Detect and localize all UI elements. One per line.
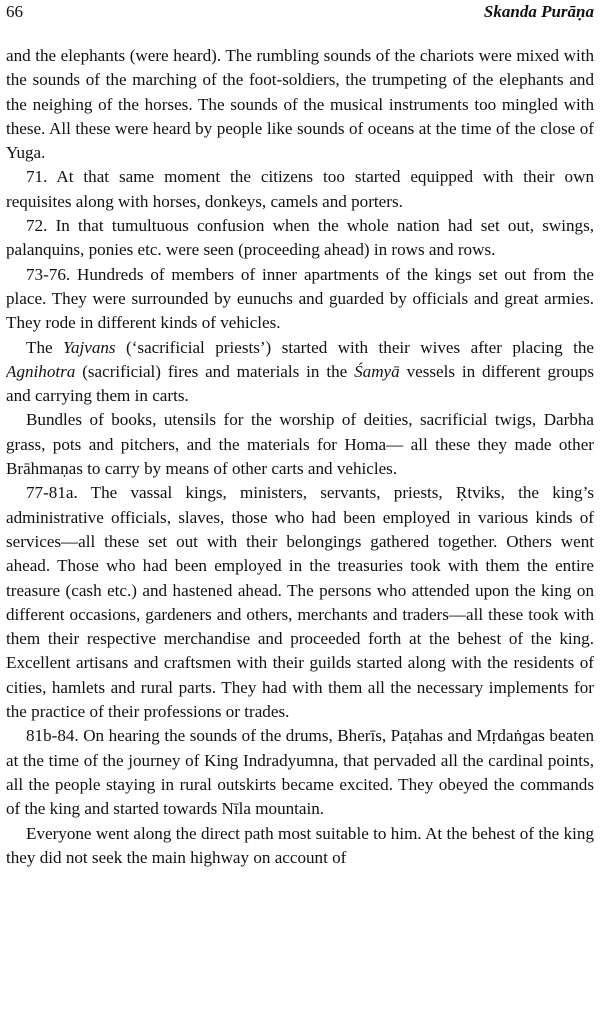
book-page: [6, 0, 594, 1011]
text-segment: The: [26, 337, 64, 357]
text-segment: 77-81a. The vassal kings, ministers, servants, priests, Ṛtviks, the king’s administrative officials, slaves, those who had been employed in various kinds of services—all these set out with their belongings gathered together. Others went ahead. Those who had been employed in the treasuries took with them the entire treasure (cash etc.) and hastened ahead. The persons who attended upon the king on different occasions, gardeners and others, merchants and traders—all these took with them their respective merchandise and proceeded forth at the behest of the king. Excellent artisans and craftsmen with their guilds started along with the residents of cities, hamlets and rural parts. They had with them all the necessary implements for the practice of their professions or trades.: [6, 483, 594, 722]
paragraph: [6, 336, 594, 409]
text-segment: (sacrificial) fires and materials in the: [75, 361, 355, 381]
page-number: 66: [6, 2, 23, 21]
text-segment: vessels in different groups and carrying them in carts.: [6, 361, 594, 406]
running-title: Skanda Purāṇa: [483, 2, 594, 21]
paragraph: [6, 44, 594, 165]
page-header: [6, 0, 594, 42]
paragraph: [6, 481, 594, 724]
italic-term: Śamyā: [354, 361, 400, 381]
paragraph: [6, 408, 594, 481]
text-segment: Everyone went along the direct path most suitable to him. At the behest of the king they did not seek the main highway on account of: [6, 823, 594, 867]
text-segment: 81b-84. On hearing the sounds of the drums, Bherīs, Paṭahas and Mṛdaṅgas beaten at the time of the journey of King Indradyumna, that pervaded all the cardinal points, all the people staying in rural outskirts became excited. They obeyed the commands of the king and started towards Nīla mountain.: [6, 726, 594, 819]
paragraph: [6, 822, 594, 871]
text-segment: Bundles of books, utensils for the worship of deities, sacrificial twigs, Darbha grass, pots and pitchers, and the materials for Homa— all these they made other Brāhmaṇas to carry by means of other carts and vehicles.: [6, 410, 594, 479]
paragraph: [6, 724, 594, 821]
text-segment: (‘sacrificial priests’) started with their wives after placing the: [115, 337, 594, 357]
paragraph: [6, 165, 594, 214]
text-segment: 72. In that tumultuous confusion when the whole nation had set out, swings, palanquins, ponies etc. were seen (proceeding ahead) in rows and rows.: [6, 216, 594, 260]
italic-term: Agnihotra: [6, 361, 76, 381]
body-text: [6, 44, 594, 870]
text-segment: 71. At that same moment the citizens too started equipped with their own requisites along with horses, donkeys, camels and porters.: [6, 167, 594, 211]
paragraph: [6, 263, 594, 336]
text-segment: and the elephants (were heard). The rumbling sounds of the chariots were mixed with the sounds of the marching of the foot-soldiers, the trumpeting of the elephants and the neighing of the horses. The sounds of the musical instruments too mingled with these. All these were heard by people like sounds of oceans at the time of the close of Yuga.: [6, 46, 594, 163]
paragraph: [6, 214, 594, 263]
italic-term: Yajvans: [63, 337, 116, 357]
text-segment: 73-76. Hundreds of members of inner apartments of the kings set out from the place. They were surrounded by eunuchs and guarded by officials and great armies. They rode in different kinds of vehicles.: [6, 264, 594, 333]
